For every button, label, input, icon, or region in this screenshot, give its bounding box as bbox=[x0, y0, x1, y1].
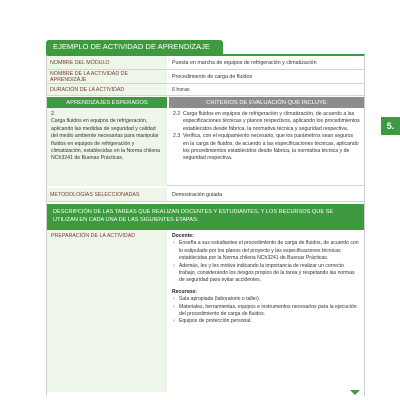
recurso-item: › Materiales, herramientas, equipos e instrumentos necesarios para la ejecución del procedimiento de carga de fluidos. bbox=[172, 304, 361, 319]
docente-item: › Además, les y les motiva indicando la importancia de realizar un correcto trabajo, considerando los riesgos propios de la tarea y respetando las normas de seguridad para evitar accidentes. bbox=[172, 263, 361, 285]
criterios-header: CRITERIOS DE EVALUACIÓN QUE INCLUYE bbox=[169, 97, 364, 108]
duracion-label: DURACIÓN DE LA ACTIVIDAD bbox=[47, 84, 167, 95]
preparacion-label: PREPARACIÓN DE LA ACTIVIDAD bbox=[47, 230, 167, 392]
modulo-value: Puesta en marcha de equipos de refrigeración y climatización bbox=[172, 59, 317, 66]
continue-arrow-icon bbox=[350, 390, 360, 395]
duracion-value: 6 horas bbox=[172, 86, 190, 93]
actividad-label: NOMBRE DE LA ACTIVIDAD DE APRENDIZAJE bbox=[47, 70, 167, 83]
metodologias-row bbox=[47, 188, 364, 202]
chapter-badge: 5. bbox=[381, 117, 400, 135]
columns-header-row bbox=[47, 97, 364, 108]
descripcion-header: DESCRIPCIÓN DE LAS TAREAS QUE REALIZAN DOCENTES Y ESTUDIANTES, Y LOS RECURSOS QUE SE UTILIZAN EN CADA UNA DE LAS SIGUIENTES ETAPAS: bbox=[47, 204, 364, 230]
metodologias-label: METODOLOGÍAS SELECCIONADAS bbox=[47, 188, 167, 201]
criterio-item bbox=[173, 133, 360, 163]
criterios-cell bbox=[169, 108, 364, 186]
criterio-item bbox=[173, 111, 360, 133]
aprendizaje-cell bbox=[47, 108, 167, 186]
recurso-item: › Equipos de protección personal. bbox=[172, 318, 361, 325]
actividad-row bbox=[47, 70, 364, 84]
criterio-number: 2.3 bbox=[173, 133, 181, 140]
actividad-value: Procedimiento de carga de fluidos bbox=[172, 73, 253, 80]
learning-row bbox=[47, 108, 364, 186]
metodologias-value: Demostración guiada bbox=[172, 191, 223, 198]
preparacion-content bbox=[169, 230, 364, 392]
recurso-item: › Sala apropiada (laboratorio o taller). bbox=[172, 296, 361, 303]
docente-heading: Docente: bbox=[172, 233, 194, 239]
modulo-row bbox=[47, 56, 364, 70]
aprendizaje-text: Carga fluidos en equipos de refrigeración, aplicando las medidas de seguridad y calidad del medio ambiente necesarias para manipular fluidos en equipos de refrigeración y climatización, establecidas en la Norma chilena NCh3241 de Buenas Prácticas. bbox=[51, 118, 160, 162]
recursos-heading: Recursos: bbox=[172, 288, 197, 295]
criterio-text: Verifica, con el equipamiento necesario, que los parámetros sean seguros en la carga de fluidos, de acuerdo a las especificaciones técnicas, aplicando los procedimientos establecidos desde fábrica, la normativa técnica y de seguridad respectiva. bbox=[183, 133, 359, 162]
duracion-row bbox=[47, 84, 364, 96]
docente-item: › Enseña a sus estudiantes el procedimiento de carga de fluidos, de acuerdo con lo estipulado por los planos del proyecto y las especificaciones técnicas establecidas por la Norma chilena NCh3241 de Buenas Prácticas. bbox=[172, 240, 361, 262]
aprendizajes-header: APRENDIZAJES ESPERADOS bbox=[47, 97, 167, 108]
modulo-label: NOMBRE DEL MÓDULO bbox=[47, 56, 167, 69]
activity-title: EJEMPLO DE ACTIVIDAD DE APRENDIZAJE bbox=[46, 40, 223, 54]
criterio-number: 2.2 bbox=[173, 111, 181, 117]
aprendizaje-number: 2. bbox=[51, 111, 56, 117]
criterio-text: Carga fluidos en equipos de refrigeración y climatización, de acuerdo a las especificaciones técnicas y planos respectivos, aplicando los procedimientos establecidos desde fábrica, la normativa técnica y seguridad respectiva. bbox=[183, 111, 360, 132]
